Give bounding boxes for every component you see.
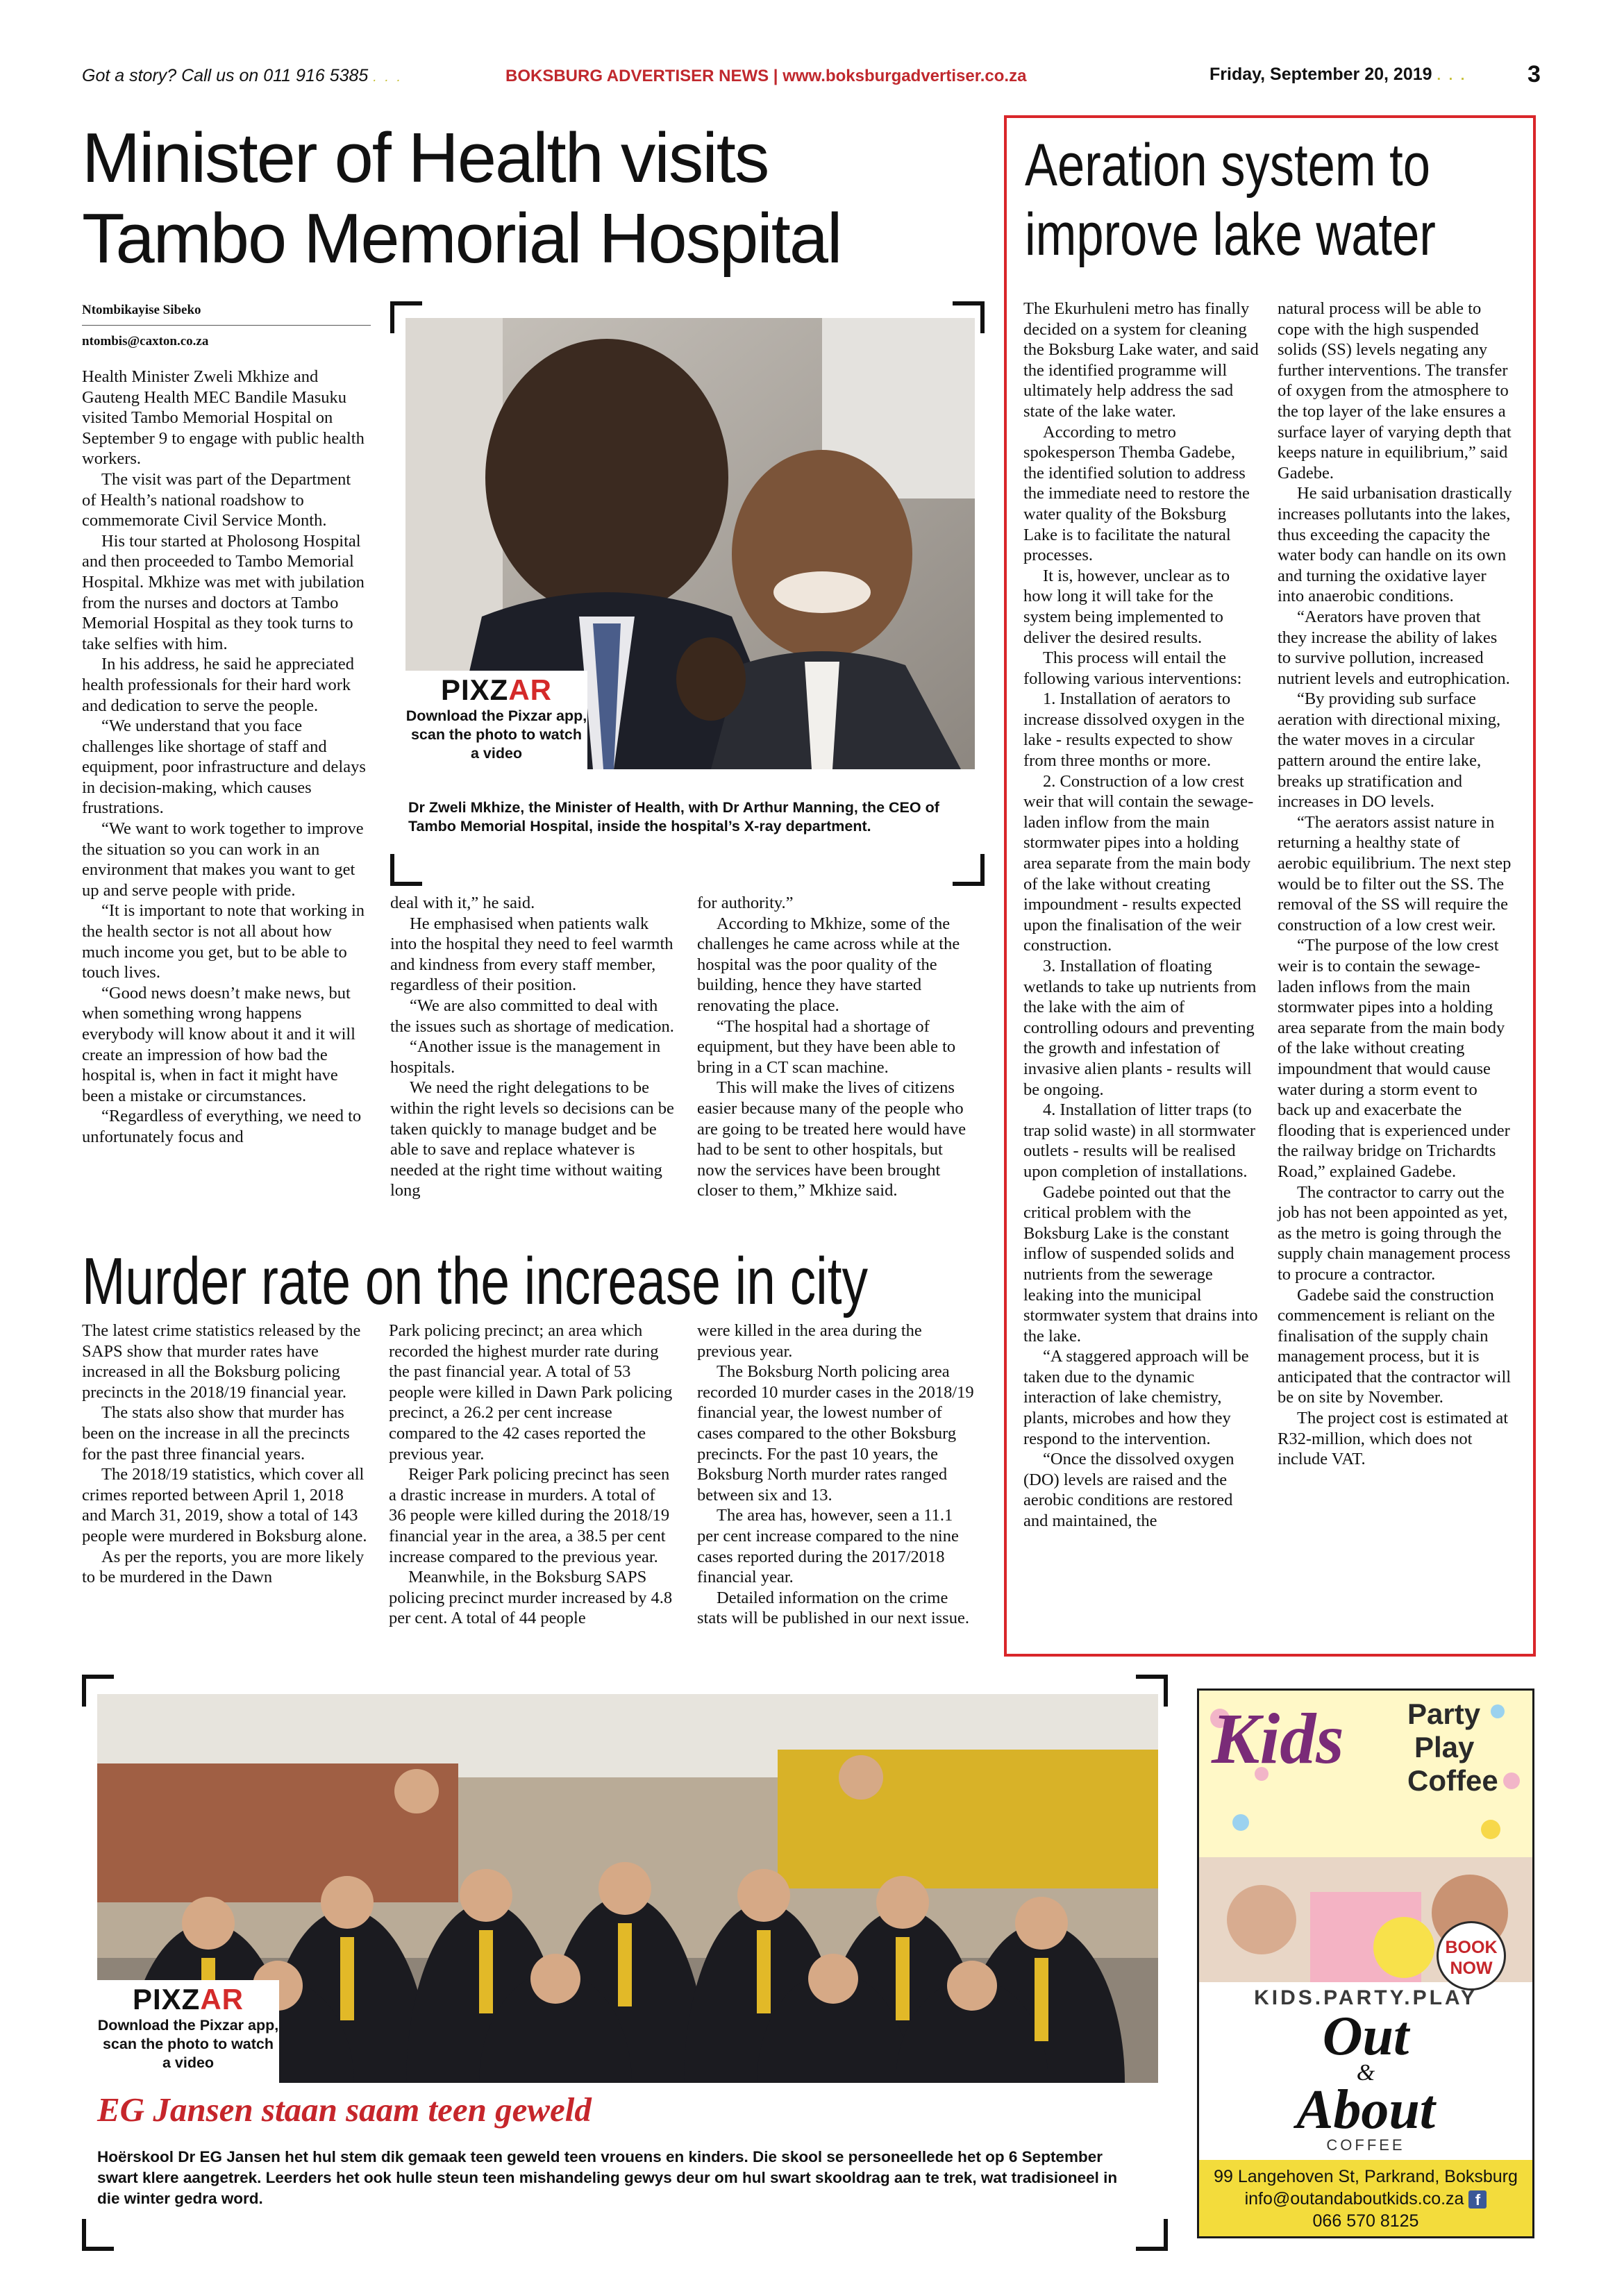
paragraph: The 2018/19 statistics, which cover all crimes reported between April 1, 2018 and March 31, 2019, show a total of 143 people were murdered in Boksburg alone. [82, 1465, 367, 1545]
paragraph: Reiger Park policing precinct has seen a drastic increase in murders. A total of 36 people were killed during the 2018/19 financial year in the area, a 38.5 per cent increase compared to the previous year. [389, 1465, 670, 1566]
paragraph: “A staggered approach will be taken due to the dynamic interaction of lake chemistry, plants, microbes and how they respond to the intervention. [1023, 1347, 1249, 1448]
article3-headline: Murder rate on the increase in city [82, 1244, 869, 1318]
ad-coffee-small: COFFEE [1326, 2136, 1405, 2154]
paragraph: He said urbanisation drastically increases pollutants into the lakes, thus exceeding the capacity the water body can handle on its own and turning the oxidative layer into anaerobic conditions. [1278, 484, 1512, 606]
paragraph: “The hospital had a shortage of equipment, but they have been able to bring in a CT scan machine. [697, 1016, 956, 1077]
article4-caption: Hoërskool Dr EG Jansen het hul stem dik gemaak teen geweld teen vrouens en kinders. Die skool se personeellede het op 6 September swart klere aangetrek. Leerders het ook hulle steun teen mishandeling gewys deur om hul swart skooldrag aan te trek, wat tradisioneel in die winter gedra word. [97, 2148, 1118, 2207]
paragraph: 3. Installation of floating wetlands to take up nutrients from the lake with the aim of controlling odours and preventing the growth and infestation of invasive alien plants - results will be ongoing. [1023, 957, 1257, 1099]
byline [82, 303, 371, 349]
paragraph: deal with it,” he said. [390, 894, 535, 912]
ad-arc-text: KIDS.PARTY.PLAY [1254, 1986, 1477, 2009]
article2-column-2 [1278, 299, 1514, 1470]
ad-out-text: Out [1322, 2006, 1409, 2067]
article3-column-1 [82, 1321, 368, 1588]
author-email[interactable]: ntombis@caxton.co.za [82, 334, 209, 349]
ad-book-now-badge[interactable]: BOOK NOW [1437, 1921, 1506, 1991]
article3-column-3 [697, 1321, 975, 1629]
article1-headline: Minister of Health visits Tambo Memorial Hospital [82, 119, 842, 278]
paragraph: natural process will be able to cope with the high suspended solids (SS) levels negating any further interventions. The transfer of oxygen from the atmosphere to the top layer of the lake ensures a surface layer of varying depth that keeps nature in equilibrium,” said Gadebe. [1278, 299, 1512, 483]
ad-kids-logo: Kids [1212, 1699, 1344, 1779]
paragraph: The Boksburg North policing area recorded 10 murder cases in the 2018/19 financial year, the lowest number of cases compared to the other Boksburg precincts. For the past 10 years, the Boksburg North murder rates ranged between six and 13. [697, 1362, 974, 1505]
ad-about-text: About [1296, 2079, 1436, 2140]
paragraph: Meanwhile, in the Boksburg SAPS policing precinct murder increased by 4.8 per cent. A total of 44 people [389, 1568, 673, 1628]
header-publication: BOKSBURG ADVERTISER NEWS | www.boksburgadvertiser.co.za [505, 67, 1027, 85]
paragraph: “We are also committed to deal with the issues such as shortage of medication. [390, 996, 674, 1036]
paragraph: were killed in the area during the previous year. [697, 1321, 922, 1361]
article1-column-2 [390, 893, 678, 1201]
article2-headline: Aeration system to improve lake water [1025, 132, 1436, 268]
paragraph: The area has, however, seen a 11.1 per cent increase compared to the nine cases reported during the 2017/2018 financial year. [697, 1506, 959, 1587]
paragraph: The visit was part of the Department of Health’s national roadshow to commemorate Civil Service Month. [82, 469, 351, 530]
article2-column-1 [1023, 299, 1259, 1532]
author-name: Ntombikayise Sibeko [82, 303, 201, 317]
paragraph: The latest crime statistics released by the SAPS show that murder rates have increased in all the Boksburg policing precincts in the 2018/19 financial year. [82, 1321, 361, 1402]
article1-column-3 [697, 893, 975, 1201]
paragraph: Park policing precinct; an area which recorded the highest murder rate during the past financial year. A total of 53 people were killed in Dawn Park policing precinct, a 26.2 per cent increase compared to the 42 cases reported the previous year. [389, 1321, 673, 1464]
pixzar-badge-2: PIXZAR Download the Pixzar app, scan the photo to watch a video [97, 1980, 279, 2088]
paragraph: Gadebe said the construction commencement is reliant on the finalisation of the supply chain management process, but it is anticipated that the contractor will be on site by November. [1278, 1285, 1512, 1407]
paragraph: 4. Installation of litter traps (to trap solid waste) in all stormwater outlets - results will be realised upon completion of installations. [1023, 1100, 1256, 1181]
paragraph: Health Minister Zweli Mkhize and Gauteng Health MEC Bandile Masuku visited Tambo Memorial Hospital on September 9 to engage with public health workers. [82, 367, 365, 469]
pixzar-badge-1: PIXZAR Download the Pixzar app, scan the photo to watch a video [405, 671, 587, 779]
paragraph: He emphasised when patients walk into the hospital they need to feel warmth and kindness from every staff member, regardless of their position. [390, 914, 673, 995]
ad-amp: & [1356, 2060, 1375, 2086]
paragraph: The contractor to carry out the job has not been appointed as yet, as the metro is going through the supply chain management process to procure a contractor. [1278, 1182, 1511, 1284]
paragraph: The stats also show that murder has been on the increase in all the precincts for the past three financial years. [82, 1403, 350, 1464]
paragraph: for authority.” [697, 894, 794, 912]
article4-title: EG Jansen staan saam teen geweld [97, 2090, 592, 2129]
paragraph: “The aerators assist nature in returning a healthy state of aerobic equilibrium. The next step would be to filter out the SS. The removal of the SS will require the construction of a low crest weir. [1278, 812, 1512, 935]
paragraph: His tour started at Pholosong Hospital and then proceeded to Tambo Memorial Hospital. Mkhize was met with jubilation from the nurses and doctors at Tambo Memorial Hospital as they took turns to take selfies with him. [82, 531, 365, 653]
paragraph: “We understand that you face challenges like shortage of staff and equipment, poor infrastructure and delays in decision-making, which causes frustrations. [82, 717, 366, 818]
paragraph: “We want to work together to improve the situation so you can work in an environment that makes you want to get up and serve people with pride. [82, 819, 364, 900]
ad-email[interactable]: info@outandaboutkids.co.za f [1199, 2188, 1532, 2210]
ad-phone[interactable]: 066 570 8125 [1312, 2211, 1419, 2231]
page-number: 3 [1527, 61, 1541, 87]
ad-address: 99 Langehoven St, Parkrand, Boksburg [1214, 2167, 1518, 2186]
paragraph: “Another issue is the management in hospitals. [390, 1037, 661, 1077]
paragraph: According to metro spokesperson Themba Gadebe, the identified solution to address the immediate need to restore the water quality of the Boksburg Lake is to facilitate the natural processes. [1023, 422, 1250, 565]
article3-column-2 [389, 1321, 675, 1629]
out-and-about-ad[interactable] [1197, 1689, 1534, 2238]
paragraph: It is, however, unclear as to how long it will take for the system being implemented to deliver the desired results. [1023, 566, 1230, 647]
ad-taglines: Party Play Coffee [1407, 1698, 1498, 1797]
ad-brand-block [1199, 1982, 1532, 2154]
paragraph: “Aerators have proven that they increase the ability of lakes to survive pollution, increased nutrient levels and eutrophication. [1278, 607, 1510, 688]
paragraph: As per the reports, you are more likely to be murdered in the Dawn [82, 1547, 365, 1587]
paragraph: “Once the dissolved oxygen (DO) levels are raised and the aerobic conditions are restored and maintained, the [1023, 1450, 1234, 1531]
paragraph: “By providing sub surface aeration with directional mixing, the water moves in a circular pattern around the entire lake, breaks up stratification and increases in DO levels. [1278, 689, 1501, 812]
paragraph: This process will entail the following various interventions: [1023, 648, 1242, 688]
paragraph: This will make the lives of citizens easier because many of the people who are going to be treated here would have had to be sent to other hospitals, but now the services have been brought closer to them,” Mkhize said. [697, 1078, 966, 1200]
paragraph: “Good news doesn’t make news, but when something wrong happens everybody will know about it and it will create an impression of how bad the hospital is, when in fact it might have been a mistake or circumstances. [82, 983, 355, 1105]
paragraph: 2. Construction of a low crest weir that will contain the sewage-laden inflow from the main stormwater pipes into a holding area separate from the main body of the lake without creating impoundment - results expected upon the finalisation of the weir construction. [1023, 771, 1254, 955]
header-date: Friday, September 20, 2019 . . . [1209, 65, 1467, 84]
paragraph: 1. Installation of aerators to increase dissolved oxygen in the lake - results expected to show from three months or more. [1023, 689, 1245, 771]
paragraph: Detailed information on the crime stats will be published in our next issue. [697, 1588, 969, 1628]
paragraph: “Regardless of everything, we need to unfortunately focus and [82, 1107, 362, 1146]
paragraph: “The purpose of the low crest weir is to contain the sewage-laden inflows from the main stormwater pipes into a holding area separate from the main body of the lake without creating impoundment that would cause water during a storm event to back up and exacerbate the flooding that is experienced under the railway bridge on Trichardts Road,” explained Gadebe. [1278, 936, 1510, 1181]
paragraph: The Ekurhuleni metro has finally decided on a system for cleaning the Boksburg Lake water, and said the identified programme will ultimately help address the sad state of the lake water. [1023, 299, 1259, 421]
paragraph: Gadebe pointed out that the critical problem with the Boksburg Lake is the constant inflow of suspended solids and nutrients from the sewerage leaking into the municipal stormwater system that drains into the lake. [1023, 1182, 1258, 1346]
article1-column-1 [82, 367, 368, 1148]
paragraph: According to Mkhize, some of the challenges he came across while at the hospital was the poor quality of the building, hence they have started renovating the place. [697, 914, 960, 1015]
paragraph: “It is important to note that working in the health sector is not all about how much income you get, but to be able to touch lives. [82, 901, 365, 982]
header-story-line: Got a story? Call us on 011 916 5385 . . . [82, 66, 403, 85]
paragraph: In his address, he said he appreciated health professionals for their hard work and dedication to serve the people. [82, 655, 354, 715]
facebook-icon[interactable]: f [1468, 2190, 1487, 2209]
photo-caption: Dr Zweli Mkhize, the Minister of Health, with Dr Arthur Manning, the CEO of Tambo Memorial Hospital, inside the hospital’s X-ray department. [408, 799, 939, 835]
ad-contact-strip [1199, 2160, 1532, 2236]
paragraph: The project cost is estimated at R32-million, which does not include VAT. [1278, 1409, 1509, 1469]
paragraph: We need the right delegations to be within the right levels so decisions can be taken quickly to manage budget and be able to save and replace whatever is needed at the right time without waiting long [390, 1078, 674, 1200]
